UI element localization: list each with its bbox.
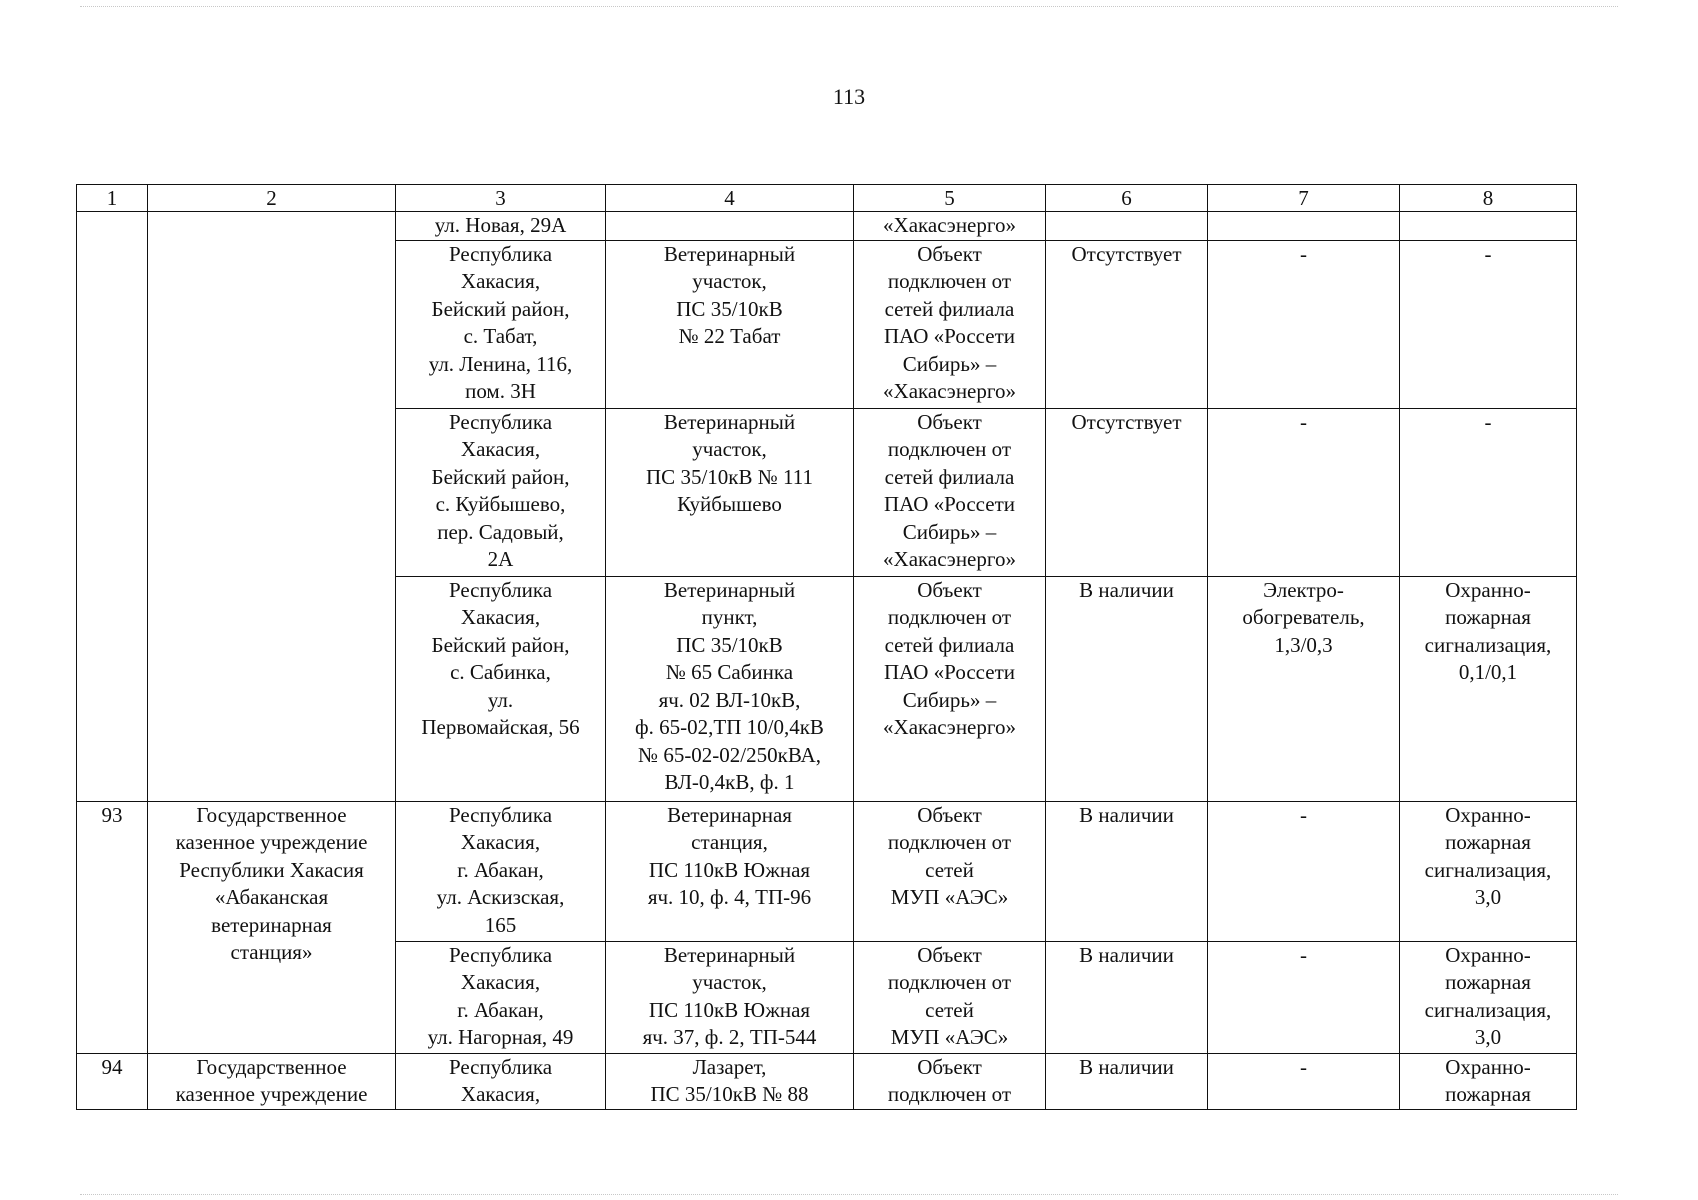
header-cell: 4 xyxy=(606,185,854,212)
alarm-load-cell: Охранно- пожарная сигнализация, 3,0 xyxy=(1400,941,1577,1053)
address-cell: ул. Новая, 29А xyxy=(396,212,606,241)
table-row xyxy=(77,1053,1577,1109)
address-cell: Республика Хакасия, Бейский район, с. Табат, ул. Ленина, 116, пом. 3Н xyxy=(396,240,606,408)
row-number-cell: 93 xyxy=(77,801,148,1053)
alarm-load-cell xyxy=(1400,212,1577,241)
header-cell: 1 xyxy=(77,185,148,212)
table-row xyxy=(77,212,1577,241)
header-cell: 3 xyxy=(396,185,606,212)
alarm-load-cell: - xyxy=(1400,240,1577,408)
data-table xyxy=(76,184,1577,1110)
page-number: 113 xyxy=(832,84,866,109)
heating-load-cell: - xyxy=(1208,941,1400,1053)
object-cell xyxy=(606,212,854,241)
organization-cell: Государственное казенное учреждение Республики Хакасия «Абаканская ветеринарная станция» xyxy=(148,801,396,1053)
reserve-source-cell xyxy=(1046,212,1208,241)
header-cell: 5 xyxy=(854,185,1046,212)
connection-cell: Объект подключен от сетей МУП «АЭС» xyxy=(854,801,1046,941)
heating-load-cell: - xyxy=(1208,408,1400,576)
heating-load-cell xyxy=(1208,212,1400,241)
object-cell: Ветеринарный участок, ПС 35/10кВ № 22 Табат xyxy=(606,240,854,408)
organization-cell: Государственное казенное учреждение xyxy=(148,1053,396,1109)
reserve-source-cell: Отсутствует xyxy=(1046,240,1208,408)
row-number-cell xyxy=(77,212,148,802)
connection-cell: Объект подключен от сетей филиала ПАО «Россети Сибирь» – «Хакасэнерго» xyxy=(854,240,1046,408)
header-cell: 6 xyxy=(1046,185,1208,212)
alarm-load-cell: Охранно- пожарная сигнализация, 0,1/0,1 xyxy=(1400,576,1577,801)
organization-cell xyxy=(148,212,396,802)
address-cell: Республика Хакасия, xyxy=(396,1053,606,1109)
reserve-source-cell: Отсутствует xyxy=(1046,408,1208,576)
alarm-load-cell: Охранно- пожарная сигнализация, 3,0 xyxy=(1400,801,1577,941)
table-header-row xyxy=(77,185,1577,212)
connection-cell: Объект подключен от xyxy=(854,1053,1046,1109)
connection-cell: «Хакасэнерго» xyxy=(854,212,1046,241)
heating-load-cell: Электро- обогреватель, 1,3/0,3 xyxy=(1208,576,1400,801)
object-cell: Ветеринарный пункт, ПС 35/10кВ № 65 Сабинка яч. 02 ВЛ-10кВ, ф. 65-02,ТП 10/0,4кВ № 65-02-02/250кВА, ВЛ-0,4кВ, ф. 1 xyxy=(606,576,854,801)
alarm-load-cell: - xyxy=(1400,408,1577,576)
reserve-source-cell: В наличии xyxy=(1046,801,1208,941)
table-row xyxy=(77,801,1577,941)
reserve-source-cell: В наличии xyxy=(1046,941,1208,1053)
address-cell: Республика Хакасия, Бейский район, с. Куйбышево, пер. Садовый, 2А xyxy=(396,408,606,576)
alarm-load-cell: Охранно- пожарная xyxy=(1400,1053,1577,1109)
header-cell: 7 xyxy=(1208,185,1400,212)
reserve-source-cell: В наличии xyxy=(1046,576,1208,801)
address-cell: Республика Хакасия, г. Абакан, ул. Нагорная, 49 xyxy=(396,941,606,1053)
heating-load-cell: - xyxy=(1208,1053,1400,1109)
object-cell: Ветеринарный участок, ПС 110кВ Южная яч. 37, ф. 2, ТП-544 xyxy=(606,941,854,1053)
object-cell: Ветеринарная станция, ПС 110кВ Южная яч. 10, ф. 4, ТП-96 xyxy=(606,801,854,941)
connection-cell: Объект подключен от сетей МУП «АЭС» xyxy=(854,941,1046,1053)
heating-load-cell: - xyxy=(1208,240,1400,408)
address-cell: Республика Хакасия, Бейский район, с. Сабинка, ул. Первомайская, 56 xyxy=(396,576,606,801)
scan-edge-top xyxy=(80,6,1618,7)
heating-load-cell: - xyxy=(1208,801,1400,941)
scan-edge-bottom xyxy=(80,1194,1618,1195)
reserve-source-cell: В наличии xyxy=(1046,1053,1208,1109)
object-cell: Лазарет, ПС 35/10кВ № 88 xyxy=(606,1053,854,1109)
connection-cell: Объект подключен от сетей филиала ПАО «Россети Сибирь» – «Хакасэнерго» xyxy=(854,408,1046,576)
object-cell: Ветеринарный участок, ПС 35/10кВ № 111 Куйбышево xyxy=(606,408,854,576)
header-cell: 8 xyxy=(1400,185,1577,212)
address-cell: Республика Хакасия, г. Абакан, ул. Аскизская, 165 xyxy=(396,801,606,941)
row-number-cell: 94 xyxy=(77,1053,148,1109)
header-cell: 2 xyxy=(148,185,396,212)
connection-cell: Объект подключен от сетей филиала ПАО «Россети Сибирь» – «Хакасэнерго» xyxy=(854,576,1046,801)
